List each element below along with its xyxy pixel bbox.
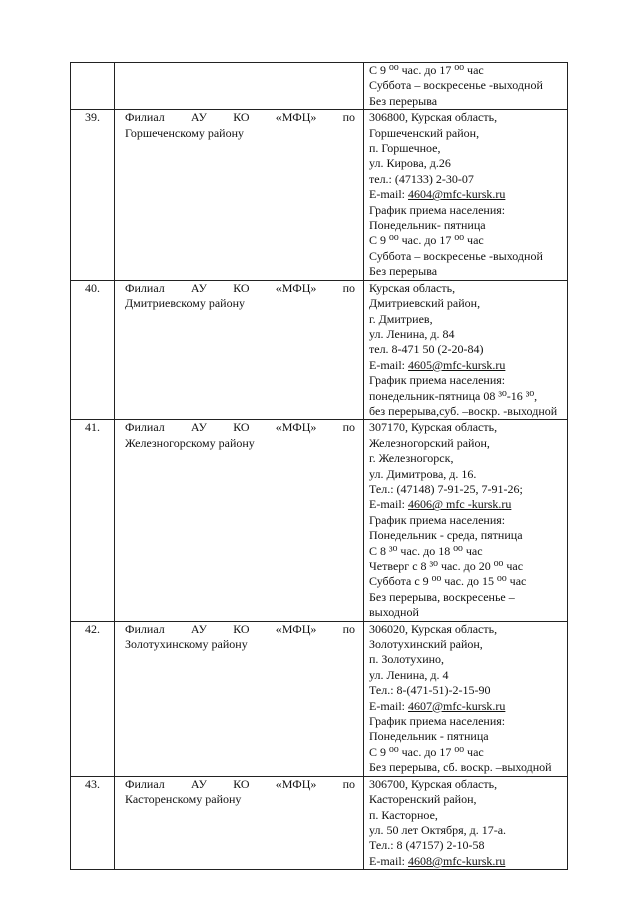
info-line: 306020, Курская область, [369,621,498,636]
info-line: Без перерыва, сб. воскр. –выходной [369,760,552,775]
info-line: Касторенский район, [369,792,477,807]
info-line: График приема населения: [369,512,506,527]
info-line: п. Золотухино, [369,652,445,667]
branch-name [115,621,364,776]
info-line: С 8 ³⁰ час. до 18 ⁰⁰ час [369,543,483,558]
row-number: 43. [71,776,115,869]
info-line: тел.: (47133) 2-30-07 [369,171,474,186]
info-line: Понедельник- пятница [369,218,486,233]
info-line: Суббота – воскресенье -выходной [369,248,543,263]
info-line: Понедельник - пятница [369,729,489,744]
info-line: понедельник-пятница 08 ³⁰-16 ³⁰, [369,388,538,403]
branch-info [364,420,568,621]
email-link[interactable]: E-mail: 4607@mfc-kursk.ru [369,698,506,713]
info-line: ул. Кирова, д.26 [369,156,451,171]
row-number: 42. [71,621,115,776]
name-line: Горшеченскому району [125,125,245,140]
table-row [71,621,568,776]
info-line: Без перерыва, воскресенье – [369,589,515,604]
name-line: Золотухинскому району [125,637,248,652]
info-line: Четверг с 8 ³⁰ час. до 20 ⁰⁰ час [369,559,524,573]
email-link[interactable]: E-mail: 4604@mfc-kursk.ru [369,187,506,202]
info-line: п. Горшечное, [369,141,441,156]
info-line: Дмитриевский район, [369,296,481,311]
email-link[interactable]: E-mail: 4606@ mfc -kursk.ru [369,497,512,512]
name-line: Филиал АУ КО «МФЦ» по [125,776,355,791]
branch-name [115,280,364,420]
table-row [71,420,568,621]
table-row [71,110,568,280]
info-line: Суббота с 9 ⁰⁰ час. до 15 ⁰⁰ час [369,574,527,589]
table-row [71,776,568,869]
branch-info [364,280,568,420]
info-line: Железногорский район, [369,435,490,450]
info-line: График приема населения: [369,373,506,388]
info-line: С 9 ⁰⁰ час. до 17 ⁰⁰ час [369,233,484,248]
branch-name [115,420,364,621]
info-line: С 9 ⁰⁰ час. до 17 ⁰⁰ час [369,63,484,77]
name-line: Филиал АУ КО «МФЦ» по [125,420,355,435]
info-line: ул. Димитрова, д. 16. [369,466,477,481]
info-line: п. Касторное, [369,807,438,822]
info-line: Тел.: 8-(471-51)-2-15-90 [369,683,491,698]
info-line: 306800, Курская область, [369,110,498,125]
name-line: Дмитриевскому району [125,296,246,311]
info-line: выходной [369,605,419,620]
info-line: без перерыва,суб. –воскр. -выходной [369,403,558,418]
document-page [70,62,568,870]
info-line: г. Дмитриев, [369,311,433,326]
branch-info [364,621,568,776]
info-line: ул. Ленина, д. 84 [369,326,455,341]
info-line: тел. 8-471 50 (2-20-84) [369,342,484,357]
info-line: Понедельник - среда, пятница [369,528,523,543]
row-number: 41. [71,420,115,621]
table-row [71,280,568,420]
email-link[interactable]: E-mail: 4605@mfc-kursk.ru [369,357,506,372]
info-line: 307170, Курская область, [369,420,498,435]
info-line: График приема населения: [369,714,506,729]
branch-info [364,110,568,280]
name-line: Филиал АУ КО «МФЦ» по [125,110,355,125]
name-line: Касторенскому району [125,792,242,807]
table-row-continuation [71,63,568,110]
info-line: Курская область, [369,280,456,295]
branch-table [70,62,568,870]
branch-info [364,63,568,110]
name-line: Филиал АУ КО «МФЦ» по [125,280,355,295]
info-line: ул. 50 лет Октября, д. 17-а. [369,822,507,837]
row-number [71,63,115,110]
branch-name [115,63,364,110]
info-line: Суббота – воскресенье -выходной [369,78,543,93]
branch-info [364,776,568,869]
info-line: Без перерыва [369,264,438,279]
name-line: Железногорскому району [125,435,255,450]
branch-name [115,110,364,280]
row-number: 40. [71,280,115,420]
info-line: ул. Ленина, д. 4 [369,667,449,682]
info-line: Горшеченский район, [369,125,480,140]
info-line: Тел.: 8 (47157) 2-10-58 [369,838,485,853]
info-line: г. Железногорск, [369,451,454,466]
info-line: График приема населения: [369,202,506,217]
info-line: Без перерыва [369,93,438,108]
name-line: Филиал АУ КО «МФЦ» по [125,621,355,636]
info-line: С 9 ⁰⁰ час. до 17 ⁰⁰ час [369,744,484,759]
info-line: Тел.: (47148) 7-91-25, 7-91-26; [369,481,523,496]
row-number: 39. [71,110,115,280]
branch-name [115,776,364,869]
email-link[interactable]: E-mail: 4608@mfc-kursk.ru [369,853,506,868]
info-line: Золотухинский район, [369,637,483,652]
info-line: 306700, Курская область, [369,776,498,791]
